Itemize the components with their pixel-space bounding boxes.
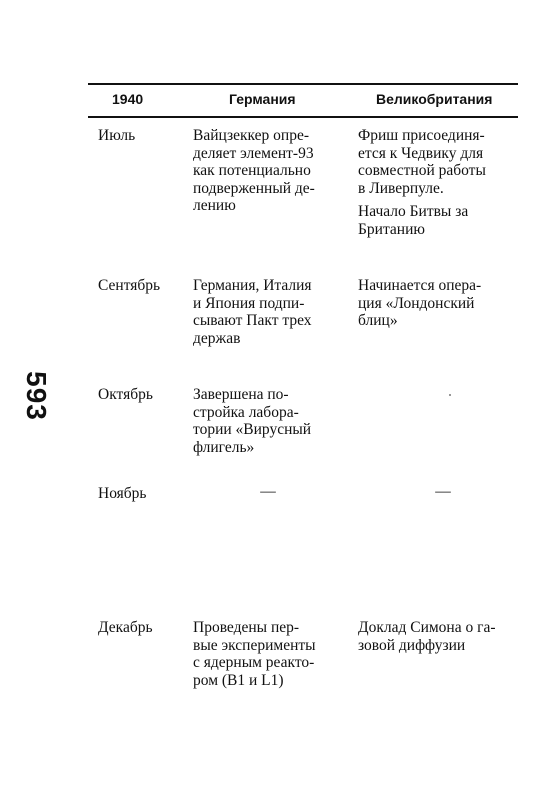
page-number: 593 (21, 371, 52, 421)
row-october-germany: Завершена по- стройка лабора- тории «Вирусный флигель» (193, 386, 312, 456)
row-september-britain: Начинается опера- ция «Лондонский блиц» (358, 277, 482, 329)
row-november-germany: — (260, 483, 276, 500)
row-september-germany: Германия, Италия и Япония подпи- сывают Пакт трех держав (193, 277, 312, 347)
table-header-rule (88, 116, 518, 118)
row-october-month: Октябрь (98, 386, 153, 403)
row-december-britain: Доклад Симона о га- зовой диффузии (358, 619, 496, 654)
stray-dot (449, 394, 451, 396)
table-top-rule (88, 83, 518, 85)
row-november-month: Ноябрь (98, 485, 147, 502)
row-july-month: Июль (98, 127, 136, 144)
row-december-month: Декабрь (98, 619, 153, 636)
row-july-britain-note-2: Начало Битвы за Британию (358, 203, 469, 238)
header-year: 1940 (112, 91, 144, 107)
row-july-britain (358, 127, 523, 238)
row-november-britain: — (435, 483, 451, 500)
row-july-britain-note-1: Фриш присоединя- ется к Чедвику для совместной работы в Ливерпуле. (358, 127, 486, 197)
header-germany: Германия (229, 91, 296, 107)
row-july-germany: Вайцзеккер опре- деляет элемент-93 как потенциально подверженный де- лению (193, 127, 315, 214)
row-december-germany: Проведены пер- вые эксперименты с ядерным реакто- ром (B1 и L1) (193, 619, 316, 689)
row-september-month: Сентябрь (98, 277, 161, 294)
header-britain: Великобритания (376, 91, 493, 107)
